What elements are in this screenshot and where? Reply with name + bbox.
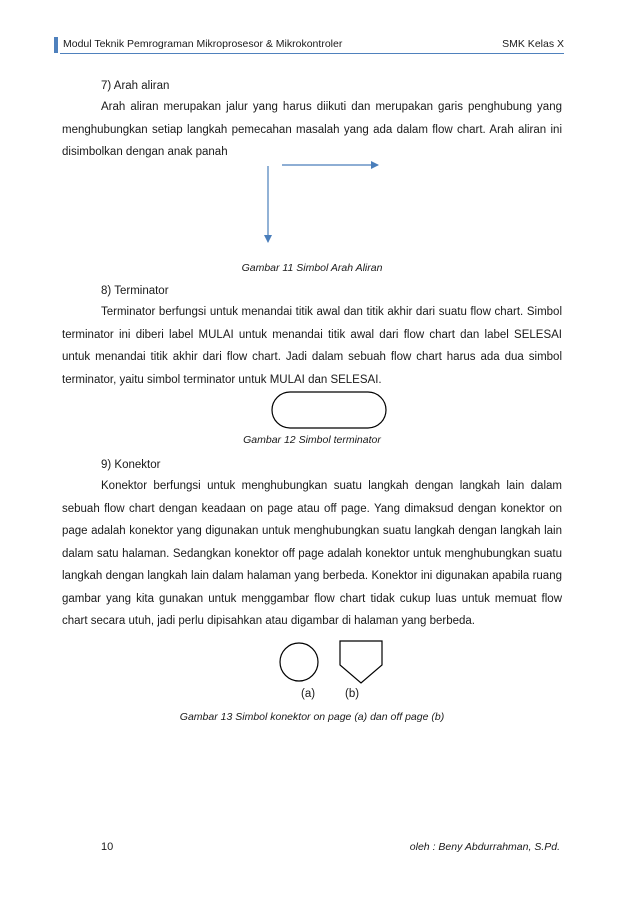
terminator-symbol — [271, 391, 391, 431]
heading-terminator: 8) Terminator — [101, 285, 169, 297]
caption-gambar-13: Gambar 13 Simbol konektor on page (a) dan off page (b) — [179, 711, 445, 723]
heading-arah-aliran: 7) Arah aliran — [101, 80, 170, 92]
label-a: (a) — [301, 688, 316, 700]
paragraph-konektor-text: Konektor berfungsi untuk menghubungkan suatu langkah dengan langkah lain dalam sebuah flow chart dengan keadaan on page atau off page. Yang dimaksud dengan konektor on page adalah konektor yang digunakan untuk menghubungkan suatu langkah dengan langkah lain dalam satu halaman. Sedangkan konektor off page adalah konektor untuk menghubungkan suatu langkah dengan langkah lain dalam halaman yang berbeda. Konektor ini digunakan apabila ruang gambar yang kita gunakan untuk menggambar flow chart tidak cukup luas untuk memuat flow chart secara utuh, jadi perlu dipisahkan atau digambar di halaman yang berbeda. — [62, 480, 562, 627]
heading-konektor: 9) Konektor — [101, 459, 161, 471]
header-divider — [60, 53, 564, 54]
paragraph-arah-aliran-text: Arah aliran merupakan jalur yang harus diikuti dan merupakan garis penghubung yang menghubungkan setiap langkah pemecahan masalah yang ada dalam flow chart. Arah aliran ini disimbolkan dengan anak panah — [62, 101, 562, 158]
page-number: 10 — [101, 841, 114, 853]
header-class-label: SMK Kelas X — [502, 38, 564, 50]
footer-author: oleh : Beny Abdurrahman, S.Pd. — [409, 841, 560, 853]
header-accent-bar — [54, 37, 58, 53]
caption-gambar-11: Gambar 11 Simbol Arah Aliran — [241, 262, 383, 274]
connector-on-page-symbol — [279, 641, 323, 685]
label-b: (b) — [345, 688, 360, 700]
paragraph-arah-aliran — [62, 96, 562, 164]
paragraph-terminator — [62, 301, 562, 391]
paragraph-konektor — [62, 475, 562, 633]
flow-arrows-figure — [260, 158, 420, 248]
page-header — [54, 37, 564, 53]
paragraph-terminator-text: Terminator berfungsi untuk menandai titik awal dan titik akhir dari suatu flow chart. Simbol terminator ini diberi label MULAI untuk menandai titik awal dari flow chart dan label SELESAI untuk menandai titik akhir dari flow chart. Jadi dalam sebuah flow chart harus ada dua simbol terminator, yaitu simbol terminator untuk MULAI dan SELESAI. — [62, 306, 562, 386]
caption-gambar-12: Gambar 12 Simbol terminator — [243, 434, 381, 446]
connector-off-page-symbol — [339, 640, 385, 686]
header-module-title: Modul Teknik Pemrograman Mikroprosesor & Mikrokontroler — [63, 38, 343, 50]
